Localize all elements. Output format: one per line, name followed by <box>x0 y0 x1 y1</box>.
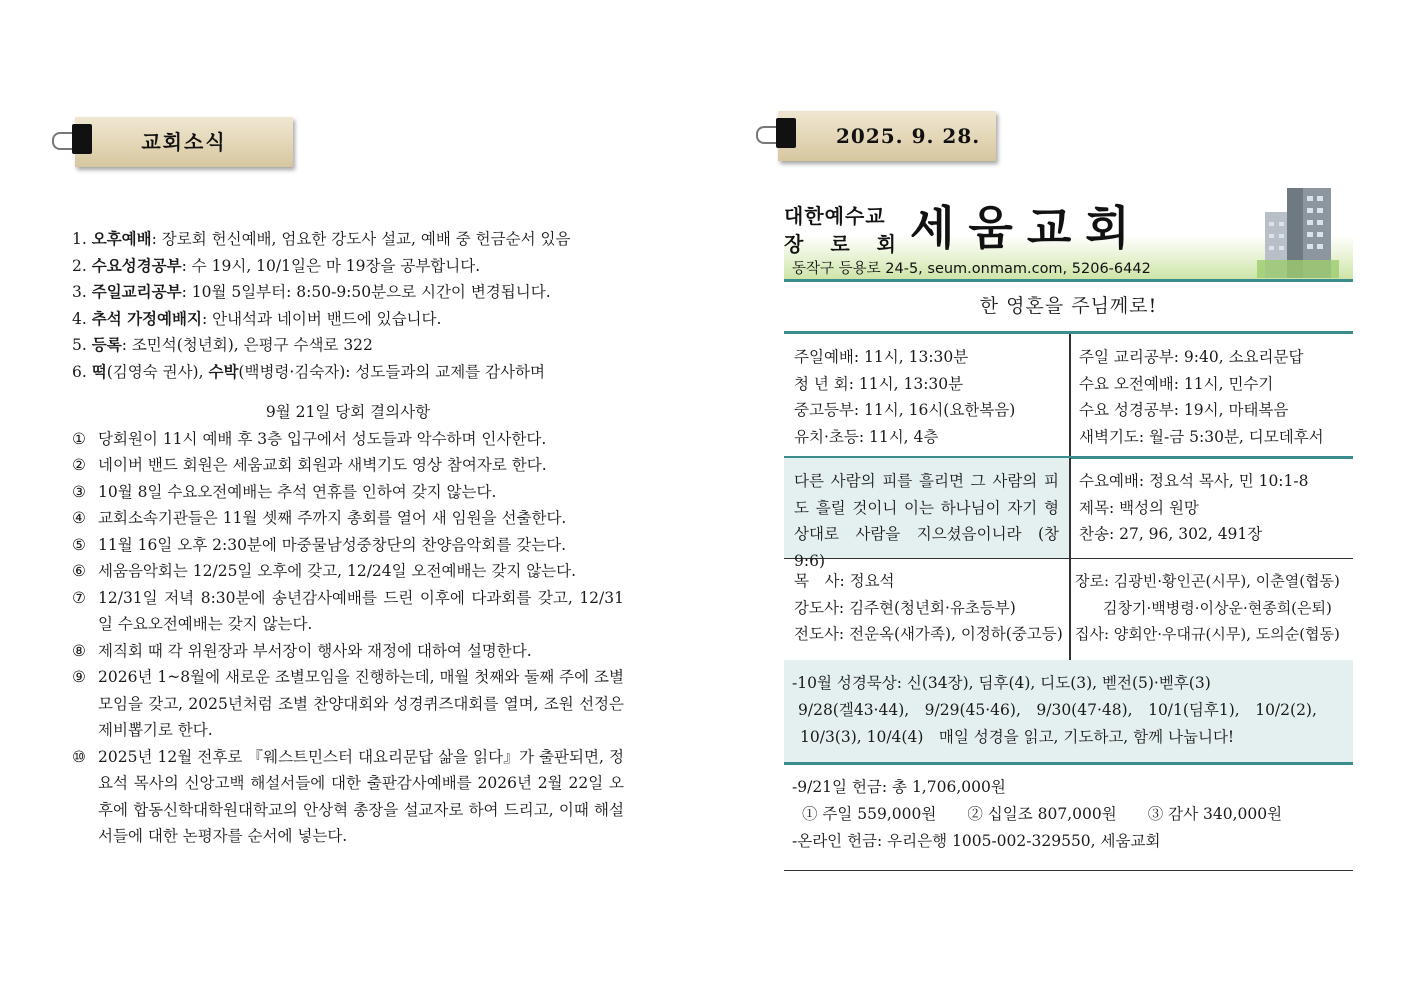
staff-item: 전도사: 전운옥(새가족), 이정하(중고등) <box>794 625 1063 643</box>
offering-info <box>784 764 1353 871</box>
staff-item: 집사: 양회안·우대규(시무), 도의순(협동) <box>1075 625 1340 643</box>
offering-item: ① 주일 559,000원 ② 십일조 807,000원 ③ 감사 340,000원 <box>802 805 1283 823</box>
meeting-item: ⑨ 2026년 1~8월에 새로운 조별모임을 진행하는데, 매월 첫째와 둘째 주에 조별모임을 갖고, 2025년처럼 조별 찬양대회와 성경퀴즈대회를 열며, 조원 선정은 제비뽑기로 한다. <box>72 668 624 739</box>
staff-item: 목 사: 정요석 <box>794 572 895 590</box>
meeting-item: ② 네이버 밴드 회원은 세움교회 회원과 새벽기도 영상 참여자로 한다. <box>72 456 547 474</box>
reading-item: -10월 성경묵상: 신(34장), 딤후(4), 디도(3), 벧전(5)·벧후(3) <box>792 674 1211 692</box>
denomination-line1: 대한예수교 <box>784 204 886 228</box>
verse-sermon-row <box>784 458 1353 570</box>
news-item: 6. 떡(김영숙 권사), 수박(백병령·김숙자): 성도들과의 교제를 감사하며 <box>72 361 545 381</box>
news-tag-banner <box>75 117 293 167</box>
worship-schedule <box>784 334 1353 459</box>
bible-reading <box>784 660 1353 765</box>
schedule-item: 수요 성경공부: 19시, 마태복음 <box>1079 401 1289 419</box>
bulletin-date: 2025. 9. 28. <box>836 124 981 148</box>
schedule-item: 수요 오전예배: 11시, 민수기 <box>1079 374 1274 393</box>
meeting-item: ⑦ 12/31일 저녁 8:30분에 송년감사예배를 드린 이후에 다과회를 갖고, 12/31일 수요오전예배는 갖지 않는다. <box>72 588 624 633</box>
church-building-icon <box>1257 182 1339 278</box>
news-item: 5. 등록: 조민석(청년회), 은평구 수색로 322 <box>72 335 373 354</box>
schedule-item: 주일예배: 11시, 13:30분 <box>794 348 969 366</box>
church-name: 세움교회 <box>910 201 1144 255</box>
meeting-title: 9월 21일 당회 결의사항 <box>265 403 431 421</box>
meeting-item: ⑥ 세움음악회는 12/25일 오후에 갖고, 12/24일 오전예배는 갖지 않는다. <box>72 562 577 580</box>
reading-item: 10/3(3), 10/4(4) 매일 성경을 읽고, 기도하고, 함께 나눕니다! <box>800 728 1235 746</box>
sermon-info: 수요예배: 정요석 목사, 민 10:1-8 <box>1079 472 1309 490</box>
sermon-title: 제목: 백성의 원망 <box>1079 498 1199 517</box>
schedule-item: 주일 교리공부: 9:40, 소요리문답 <box>1079 348 1304 366</box>
offering-item: -9/21일 헌금: 총 1,706,000원 <box>792 778 1006 796</box>
schedule-item: 새벽기도: 월-금 5:30분, 디모데후서 <box>1079 427 1324 446</box>
offering-item: -온라인 헌금: 우리은행 1005-002-329550, 세움교회 <box>792 832 1161 850</box>
date-tag-banner <box>778 111 996 161</box>
staff-item: 강도사: 김주현(청년회·유초등부) <box>794 598 1016 617</box>
meeting-item: ⑧ 제직회 때 각 위원장과 부서장이 행사와 재정에 대하여 설명한다. <box>72 641 532 660</box>
meeting-item: ⑩ 2025년 12월 전후로 『웨스트민스터 대요리문답 삶을 읽다』가 출판되면, 정요석 목사의 신앙고백 해설서들에 대한 출판감사예배를 2026년 2월 22일 오후에 합동신학대학원대학교의 안상혁 총장을 설교자로 하여 드리고, 이때 해설서들에 대한 논평자를 순서에 넣는다. <box>72 747 624 845</box>
church-header <box>784 178 1353 282</box>
church-address: 동작구 등용로 24-5, seum.onmam.com, 5206-6442 <box>792 261 1151 277</box>
schedule-item: 유치·초등: 11시, 4층 <box>794 427 939 446</box>
news-tag-title: 교회소식 <box>141 130 227 154</box>
news-item: 2. 수요성경공부: 수 19시, 10/1일은 마 19장을 공부합니다. <box>72 255 481 275</box>
staff-item: 김창기·백병령·이상운·현종희(은퇴) <box>1103 598 1332 617</box>
bible-verse: 다른 사람의 피를 흘리면 그 사람의 피도 흘릴 것이니 이는 하나님이 자기 형상대로 사람을 지으셨음이니라 (창 9:6) <box>794 472 1059 570</box>
sermon-hymns: 찬송: 27, 96, 302, 491장 <box>1079 525 1263 543</box>
schedule-item: 청 년 회: 11시, 13:30분 <box>794 374 964 393</box>
denomination-line2: 장로회 <box>784 232 923 256</box>
church-news <box>72 226 624 850</box>
news-item: 4. 추석 가정예배지: 안내석과 네이버 밴드에 있습니다. <box>72 308 442 328</box>
schedule-item: 중고등부: 11시, 16시(요한복음) <box>794 401 1016 419</box>
news-item: 1. 오후예배: 장로회 헌신예배, 엄요한 강도사 설교, 예배 중 헌금순서 있음 <box>72 229 571 248</box>
reading-item: 9/28(겔43·44), 9/29(45·46), 9/30(47·48), 10/1(딤후1), 10/2(2), <box>798 701 1317 719</box>
church-staff <box>784 558 1353 661</box>
meeting-item: ③ 10월 8일 수요오전예배는 추석 연휴를 인하여 갖지 않는다. <box>72 482 497 501</box>
meeting-item: ① 당회원이 11시 예배 후 3층 입구에서 성도들과 악수하며 인사한다. <box>72 429 547 448</box>
church-motto: 한 영혼을 주님께로! <box>784 282 1353 334</box>
meeting-item: ④ 교회소속기관들은 11월 셋째 주까지 총회를 열어 새 임원을 선출한다. <box>72 509 567 527</box>
meeting-item: ⑤ 11월 16일 오후 2:30분에 마중물남성중창단의 찬양음악회를 갖는다. <box>72 535 567 554</box>
news-item: 3. 주일교리공부: 10월 5일부터: 8:50-9:50분으로 시간이 변경됩니다. <box>72 282 551 301</box>
staff-item: 장로: 김광빈·황인곤(시무), 이춘열(협동) <box>1075 572 1340 590</box>
